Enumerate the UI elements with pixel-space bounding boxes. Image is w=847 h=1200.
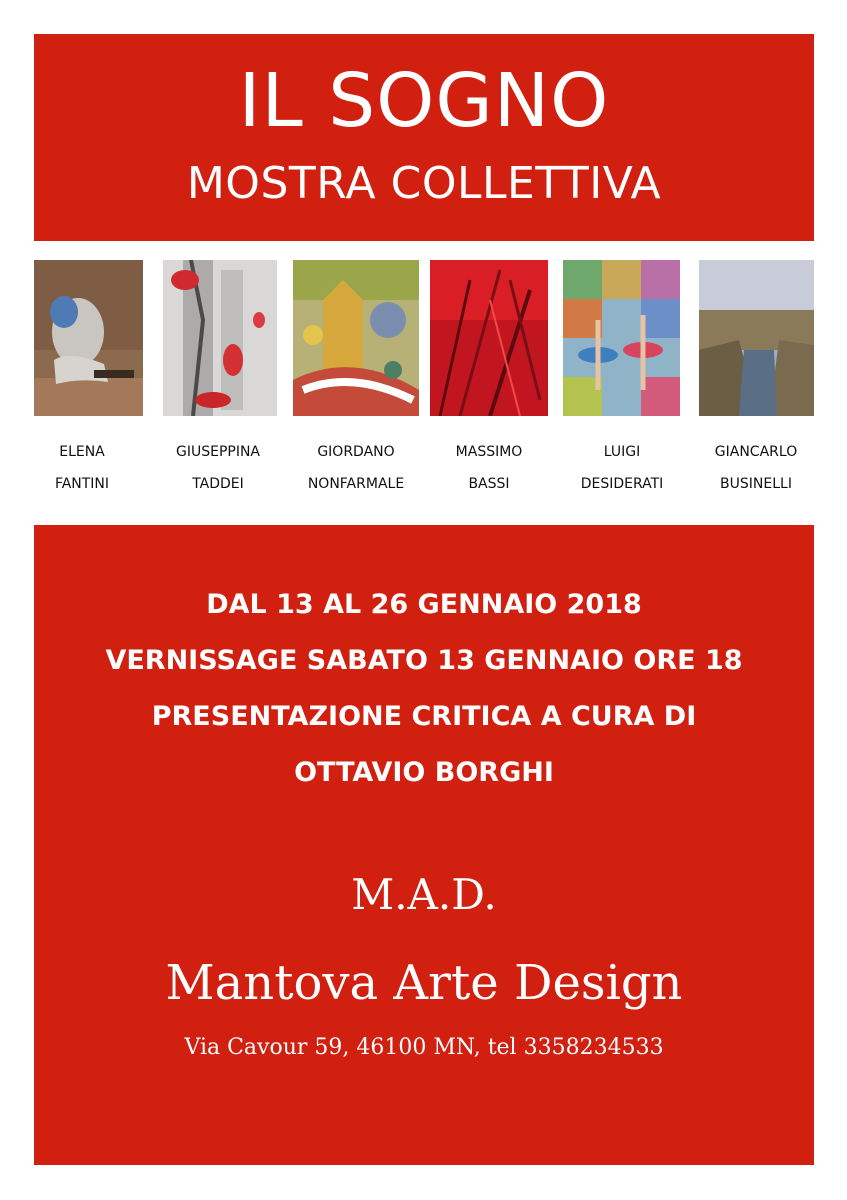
artist-first-name: ELENA [59, 444, 105, 460]
artist-name-desiderati [552, 436, 692, 500]
info-panel [34, 525, 814, 1165]
exhibition-subtitle: MOSTRA COLLETTIVA [186, 158, 662, 209]
venue-name: Mantova Arte Design [165, 955, 683, 1011]
artist-name-bassi [419, 436, 559, 500]
artist-first-name: MASSIMO [455, 444, 523, 460]
venue-address: Via Cavour 59, 46100 MN, tel 3358234533 [184, 1035, 664, 1060]
artwork-nonfarmale [293, 260, 419, 416]
artist-first-name: GIORDANO [317, 444, 395, 460]
vernissage-info: VERNISSAGE SABATO 13 GENNAIO ORE 18 [105, 645, 743, 676]
artwork-taddei [163, 260, 277, 416]
artist-last-name: BASSI [468, 476, 510, 492]
presentation-label: PRESENTAZIONE CRITICA A CURA DI [151, 701, 697, 732]
artist-name-businelli [686, 436, 826, 500]
artwork-fantini [34, 260, 143, 416]
exhibition-dates: DAL 13 AL 26 GENNAIO 2018 [206, 589, 642, 620]
artist-name-taddei [148, 436, 288, 500]
artist-first-name: GIANCARLO [714, 444, 798, 460]
critic-name: OTTAVIO BORGHI [294, 757, 554, 788]
artist-last-name: DESIDERATI [580, 476, 664, 492]
artist-name-nonfarmale [286, 436, 426, 500]
artist-last-name: NONFARMALE [307, 476, 405, 492]
artist-last-name: BUSINELLI [720, 476, 792, 492]
artist-last-name: TADDEI [192, 476, 244, 492]
artwork-desiderati [563, 260, 680, 416]
artist-first-name: LUIGI [603, 444, 641, 460]
artwork-bassi [430, 260, 548, 416]
artist-last-name: FANTINI [54, 476, 110, 492]
venue-acronym: M.A.D. [351, 870, 497, 919]
exhibition-title: IL SOGNO [238, 58, 610, 144]
title-banner [34, 34, 814, 241]
artist-name-fantini [12, 436, 152, 500]
artist-first-name: GIUSEPPINA [175, 444, 261, 460]
artwork-businelli [699, 260, 814, 416]
